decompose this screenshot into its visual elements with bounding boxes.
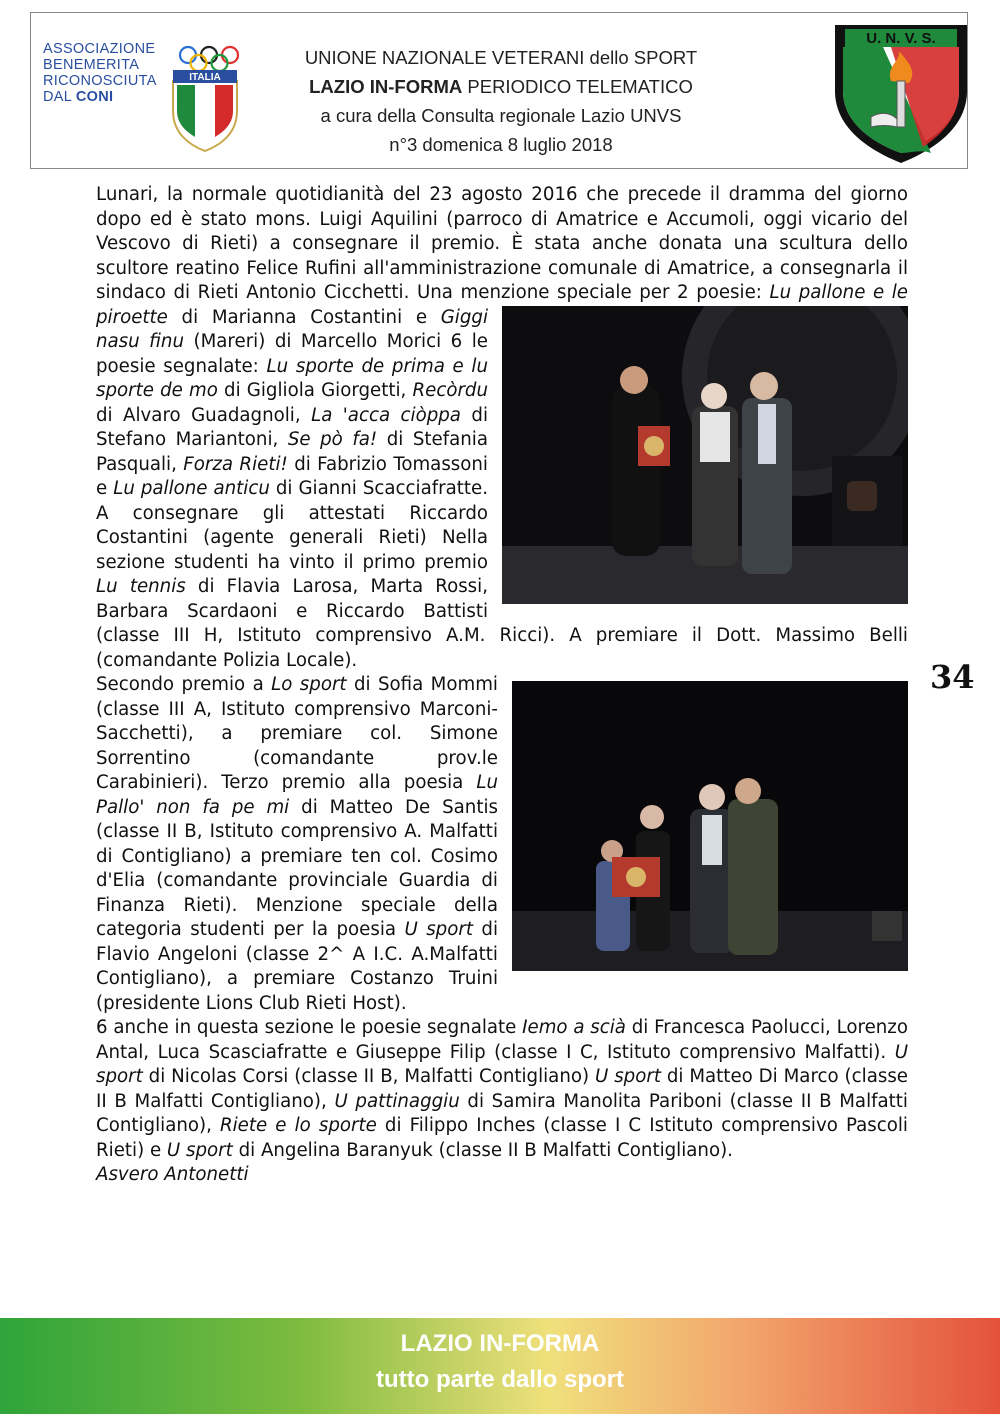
ceremony-photo-students [512,681,908,971]
text-run: di Marianna Costantini e [167,306,441,328]
text-run: di Sofia Mommi (classe III A, Istituto comprensivo Marconi-Sacchetti), a premiare col. Simone Sorrentino (comandante prov.le Carabinieri). Terzo premio alla poesia [96,674,498,793]
award-photo-1 [502,306,908,604]
poem-title: Lu pallone anticu [113,478,270,499]
union-name: UNIONE NAZIONALE VETERANI dello SPORT [304,47,698,68]
text-run: di Stefano Mariantoni, [96,404,488,450]
shield-label: ITALIA [189,72,221,83]
periodical-type: PERIODICO TELEMATICO [462,76,693,97]
association-line-2: BENEMERITA [43,57,140,73]
award-photo-2 [512,681,908,971]
text-run: di Nicolas Corsi (classe II B, Malfatti Contigliano) [142,1066,595,1087]
poem-title: U sport [404,919,473,940]
page-footer [0,1318,1000,1414]
ceremony-photo-theater [502,306,908,604]
publication-info [251,43,751,159]
article-body [96,183,908,1188]
italia-shield-icon [169,67,241,153]
text-run: di Filippo Inches (classe I C Istituto comprensivo Pascoli Rieti) e [96,1115,908,1161]
text-run: di Matteo De Santis (classe II B, Istituto comprensivo A. Malfatti di Contigliano) a premiare ten col. Cosimo d'Elia (comandante provinciale Guardia di Finanza Rieti). Menzione speciale della categoria studenti per la poesia [96,796,498,940]
editor-line: a cura della Consulta regionale Lazio UNVS [320,105,682,126]
text-run: 6 anche in questa sezione le poesie segnalate [96,1017,523,1038]
footer-subtitle: tutto parte dallo sport [376,1366,624,1393]
poem-title: Forza Rieti! [183,453,288,475]
periodical-title [251,72,751,101]
paragraph-3 [96,1016,908,1163]
periodical-name: LAZIO IN-FORMA [309,76,463,97]
text-run: di Stefania Pasquali, [96,429,488,475]
text-run: di Alvaro Guadagnoli, [96,404,312,426]
paragraph-2 [96,673,908,1016]
page-number: 34 [930,658,975,696]
poem-title: U pattinaggiu [334,1090,460,1112]
association-line-4 [43,89,173,105]
unvs-logo-text: U. N. V. S. [866,30,936,47]
footer-title: LAZIO IN-FORMA [400,1330,600,1357]
text-run: Secondo premio a [96,674,272,695]
text-run: di Francesca Paolucci, Lorenzo Antal, Luca Scasciafratte e Giuseppe Filip (classe I C, Istituto comprensivo Malfatti). [96,1017,908,1063]
page-header [30,12,968,169]
text-run: di Angelina Baranyuk (classe II B Malfatti Contigliano). [232,1139,733,1161]
text-run: di Flavia Larosa, Marta Rossi, Barbara Scardaoni e Riccardo Battisti (classe III H, Istituto comprensivo A.M. Ricci). A premiare il Dott. Massimo Belli (comandante Polizia Locale). [96,576,908,671]
text-run: di Samira Manolita Pariboni (classe II B Malfatti Contigliano), [96,1090,908,1136]
poem-title: Lu tennis [96,576,186,597]
association-line-1: ASSOCIAZIONE [43,41,156,57]
poem-title: U sport [96,1041,908,1087]
poem-title: Lu Pallo' non fa pe mi [96,772,498,818]
poem-title: Giggi nasu finu [96,306,488,352]
text-run: di Flavio Angeloni (classe 2^ A I.C. A.Malfatti Contigliano), a premiare Costanzo Truini (presidente Lions Club Rieti Host). [96,919,498,1014]
poem-title: Lo sport [271,674,347,695]
unvs-shield-logo [831,21,971,167]
issue-date: n°3 domenica 8 luglio 2018 [389,134,613,155]
text-run: di Gianni Scacciafratte. A consegnare gli attestati Riccardo Costantini (agente generali Rieti) Nella sezione studenti ha vinto il primo premio [96,478,488,573]
poem-title: U sport [166,1139,233,1161]
text-run: di Matteo Di Marco (classe II B Malfatti Contigliano), [96,1066,908,1112]
text-run: (Mareri) di Marcello Morici 6 le poesie segnalate: [96,331,488,377]
poem-title: Se pò fa! [287,429,378,450]
author-signature: Asvero Antonetti [96,1164,249,1185]
coni-association-logo [43,41,255,153]
text-run: Lunari, la normale quotidianità del 23 agosto 2016 che precede il dramma del giorno dopo ed è stato mons. Luigi Aquilini (parroco di Amatrice e Accumoli, oggi vicario del Vescovo di Rieti) a consegnare il premio. È stata anche donata una scultura dello scultore reatino Felice Rufini all'amministrazione comunale di Amatrice, a consegnarla il sindaco di Rieti Antonio Cicchetti. Una menzione speciale per 2 poesie: [96,184,908,303]
paragraph-1 [96,183,908,673]
poem-title: Recòrdu [412,380,489,401]
association-line-4-prefix: DAL [43,89,76,105]
poem-title: La 'acca ciòppa [311,404,461,426]
association-text [43,41,173,105]
text-run: di Gigliola Giorgetti, [217,380,413,401]
text-run: di Fabrizio Tomassoni e [96,453,488,499]
poem-title: Lu sporte de prima e lu sporte de mo [96,355,488,401]
poem-title: Lu pallone e le piroette [96,282,908,328]
poem-title: U sport [594,1066,661,1087]
association-line-4-bold: CONI [75,89,114,105]
association-line-3: RICONOSCIUTA [43,73,157,89]
poem-title: Riete e lo sporte [219,1115,377,1136]
poem-title: Iemo a scià [522,1017,626,1038]
